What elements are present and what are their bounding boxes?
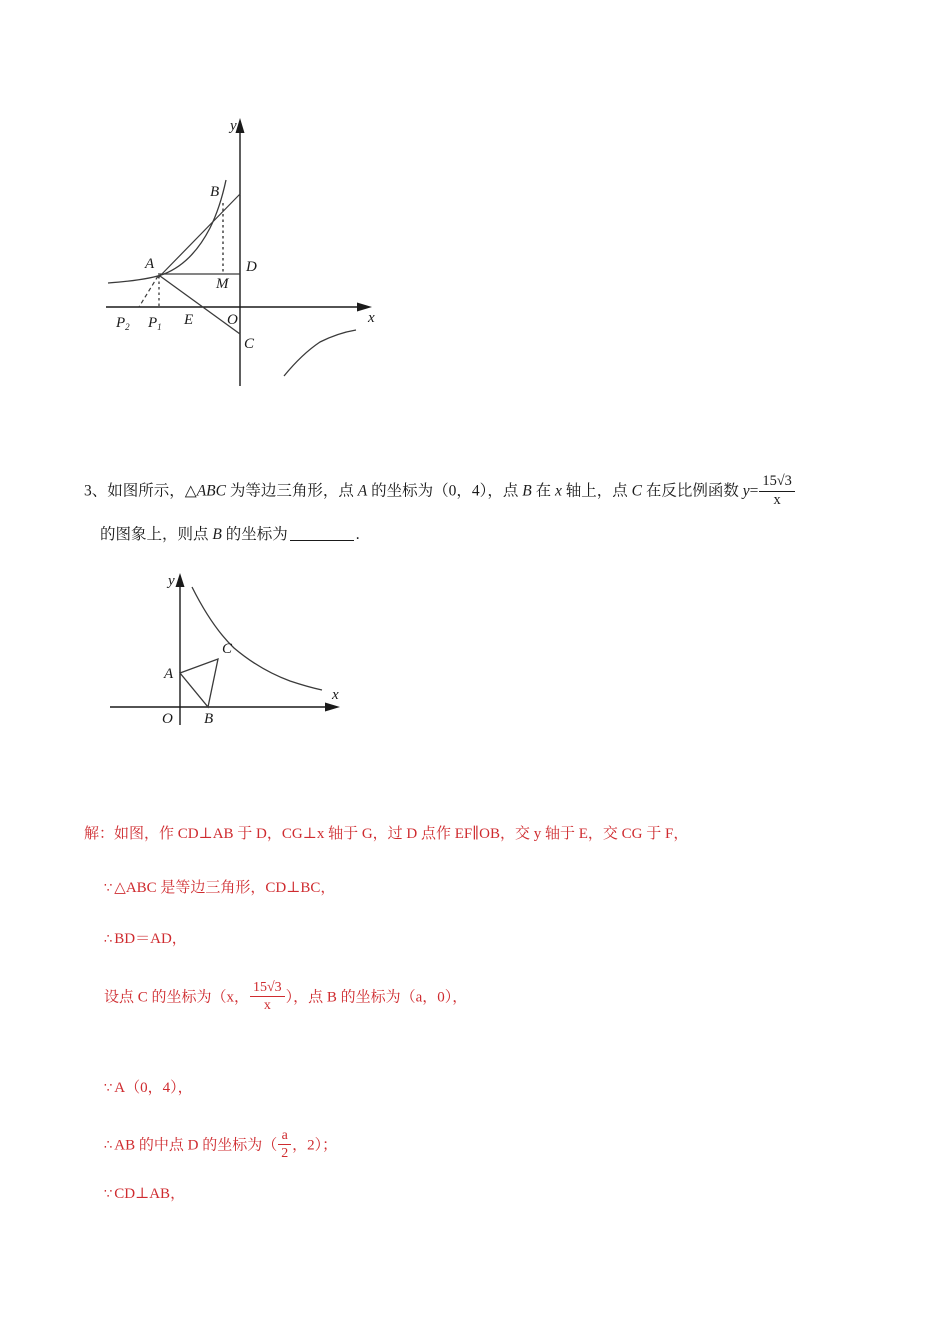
figure2-x-axis-arrow xyxy=(325,703,340,712)
question-number: 3、 xyxy=(84,482,108,500)
solution-line-1 xyxy=(84,823,688,846)
figure1-line-ab xyxy=(158,194,240,278)
solution-line-4 xyxy=(104,980,467,1013)
figure1-curve-ab xyxy=(108,180,226,283)
figure1-label-B: B xyxy=(210,184,220,200)
figure1-label-O: O xyxy=(227,312,238,328)
question-fraction xyxy=(759,474,795,508)
figure1-label-y: y xyxy=(230,118,237,134)
figure1-curve-lower-right xyxy=(284,330,356,376)
solution-text-4a: 设点 C 的坐标为（x， xyxy=(104,989,250,1006)
solution-fraction-2-denominator: 2 xyxy=(281,1146,289,1162)
figure1-label-x: x xyxy=(368,310,375,326)
solution-line-3 xyxy=(104,928,187,951)
question-text-2: 为等边三角形，点 xyxy=(225,482,358,500)
figure1-label-C: C xyxy=(244,336,255,352)
solution-line-6 xyxy=(104,1128,337,1161)
question-period: . xyxy=(355,526,360,543)
solution-prefix: 解： xyxy=(84,826,115,842)
solution-text-4b: ），点 B 的坐标为（a，0）， xyxy=(285,989,468,1006)
figure2-y-axis-arrow xyxy=(176,573,185,587)
solution-line-7 xyxy=(104,1183,185,1206)
therefore-symbol-1: ∴ xyxy=(104,932,113,947)
question-text-1: 如图所示，△ xyxy=(107,482,197,500)
question-label-x: x xyxy=(554,482,562,500)
question-label-b: B xyxy=(522,482,532,500)
figure2-label-x: x xyxy=(332,687,339,703)
figure2-label-C: C xyxy=(222,641,233,657)
figure2-label-B: B xyxy=(204,711,214,727)
solution-text-6a: AB 的中点 D 的坐标为（ xyxy=(114,1137,278,1154)
question-label-y: y xyxy=(742,482,750,500)
figure2-label-A: A xyxy=(164,666,174,682)
solution-line-2 xyxy=(104,877,335,900)
solution-text-1: 如图，作 CD⊥AB 于 D，CG⊥x 轴于 G，过 D 点作 EF∥OB，交 y 轴于 E，交 CG 于 F， xyxy=(114,826,689,842)
question-line-1 xyxy=(84,474,796,508)
figure2-label-O: O xyxy=(162,711,173,727)
question-label-b2: B xyxy=(212,526,222,543)
solution-fraction-1-denominator: x xyxy=(263,998,271,1014)
figure1-label-E: E xyxy=(184,312,194,328)
question-text-4: 在 xyxy=(531,482,555,500)
figure1-label-A: A xyxy=(145,256,155,272)
solution-text-2: △ABC 是等边三角形，CD⊥BC， xyxy=(114,880,336,896)
because-symbol-3: ∵ xyxy=(104,1187,113,1202)
question-label-c: C xyxy=(631,482,642,500)
figure1-label-P2: $P_2$ xyxy=(116,315,130,332)
solution-text-5: A（0，4）， xyxy=(114,1080,193,1096)
figure1-dashed-ap2 xyxy=(139,276,158,307)
solution-text-6b: ，2）； xyxy=(292,1137,338,1154)
question-text-5: 轴上，点 xyxy=(561,482,632,500)
question-label-abc: ABC xyxy=(196,482,226,500)
answer-blank[interactable] xyxy=(290,540,354,541)
solution-fraction-2-numerator: a xyxy=(278,1128,291,1145)
solution-line-5 xyxy=(104,1077,193,1100)
question-text-3: 的坐标为（0，4），点 xyxy=(367,482,523,500)
figure2-hyperbola xyxy=(192,587,322,690)
fraction-denominator: x xyxy=(773,491,781,508)
question-label-a: A xyxy=(357,482,368,500)
question-equals: = xyxy=(749,482,759,500)
figure1-label-D: D xyxy=(246,259,257,275)
solution-fraction-2 xyxy=(278,1128,291,1161)
because-symbol-2: ∵ xyxy=(104,1081,113,1096)
figure-1 xyxy=(88,108,388,388)
solution-fraction-1-numerator: 15√3 xyxy=(250,980,285,997)
figure2-triangle-abc xyxy=(180,659,218,707)
figure1-label-P1: $P_1$ xyxy=(148,315,162,332)
figure1-y-axis-arrow xyxy=(236,118,245,133)
question-line-2 xyxy=(100,523,360,546)
figure2-label-y: y xyxy=(168,573,175,589)
because-symbol-1: ∵ xyxy=(104,881,113,896)
solution-text-3: BD＝AD， xyxy=(114,931,187,947)
question-text-7: 的图象上，则点 xyxy=(100,526,213,543)
therefore-symbol-2: ∴ xyxy=(104,1138,113,1154)
figure-2 xyxy=(100,565,360,730)
question-text-8: 的坐标为 xyxy=(221,526,288,543)
question-text-6: 在反比例函数 xyxy=(641,482,743,500)
figure1-label-M: M xyxy=(216,276,229,292)
fraction-numerator: 15√3 xyxy=(759,474,795,492)
solution-text-7: CD⊥AB， xyxy=(114,1186,186,1202)
solution-fraction-1 xyxy=(250,980,285,1013)
